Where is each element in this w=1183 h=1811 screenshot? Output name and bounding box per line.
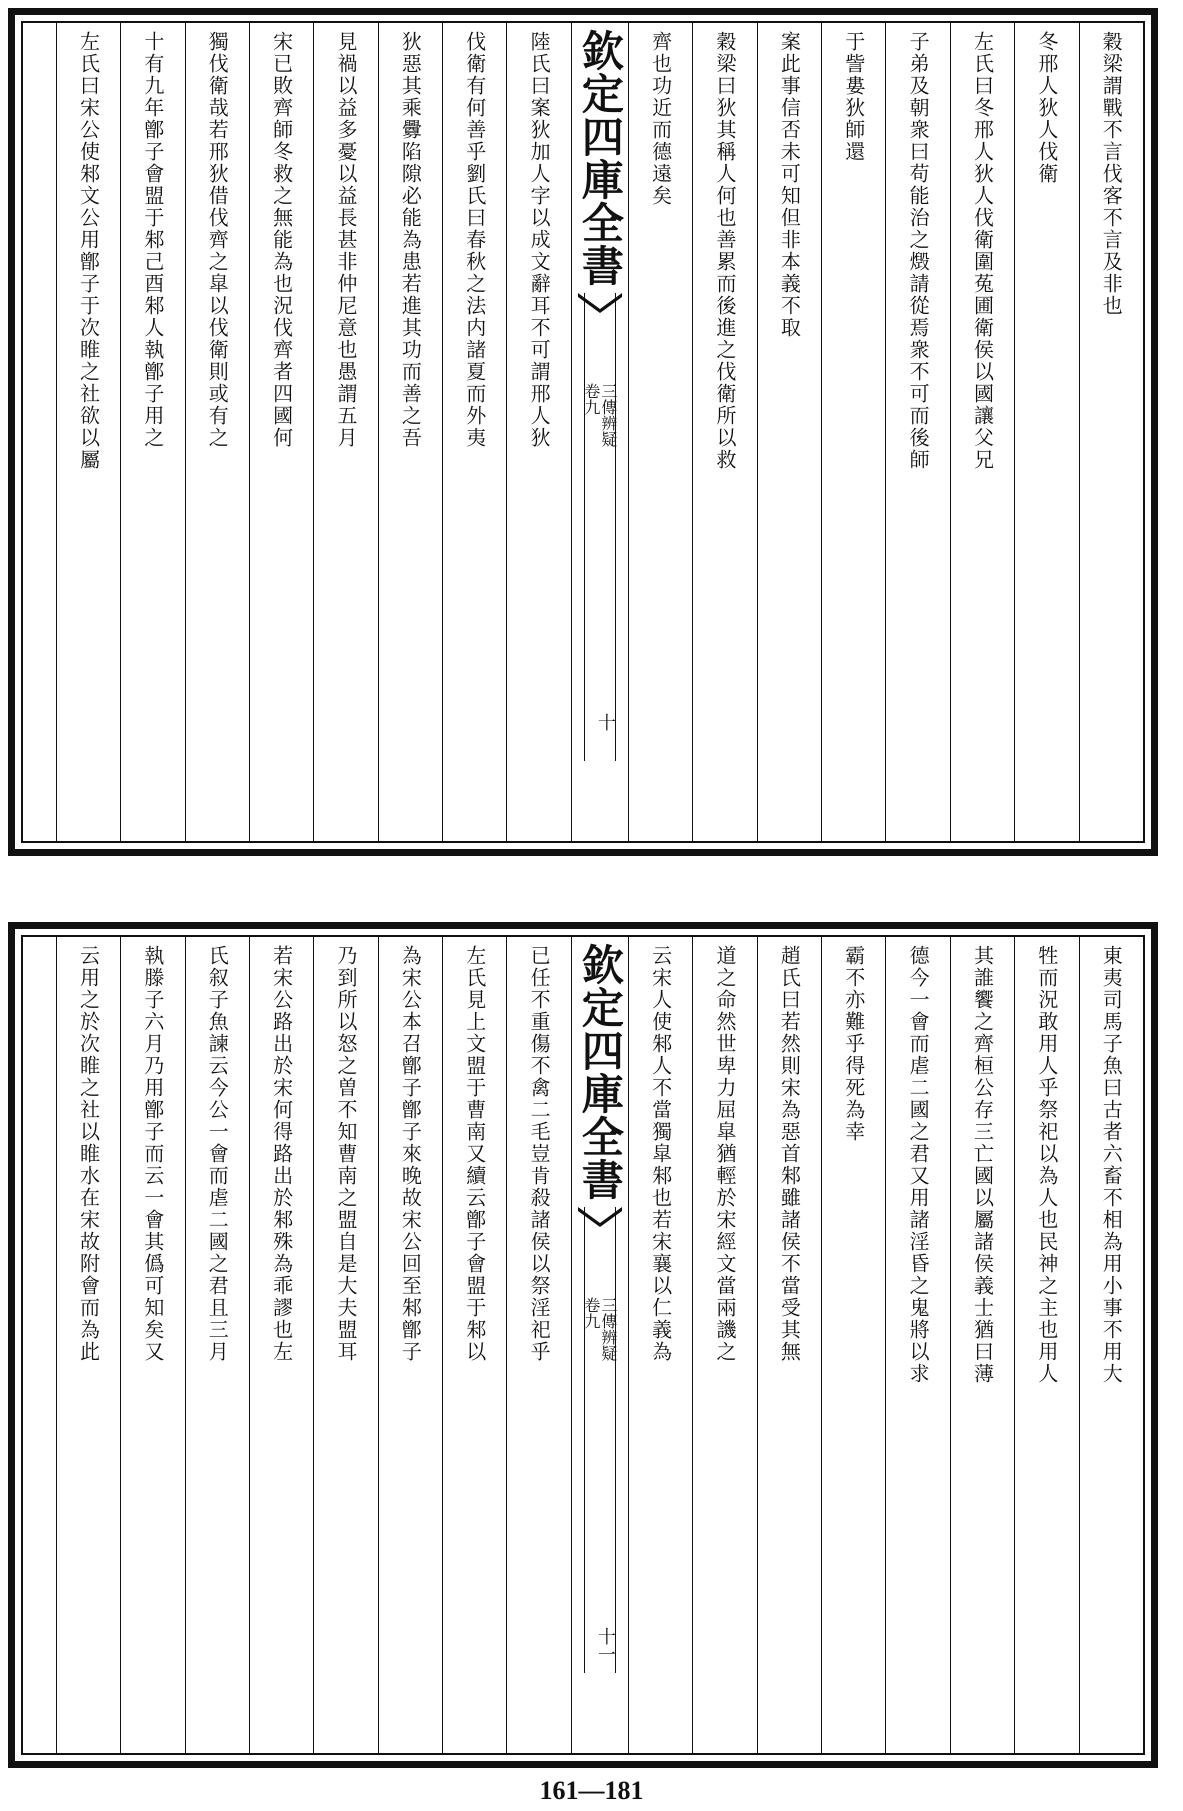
column-text: 為宋公本召鄫子鄫子來晚故宋公回至邾鄫子: [398, 945, 423, 1363]
column-text: 見禍以益多憂以益長甚非仲尼意也愚謂五月: [334, 31, 358, 449]
text-column: [628, 23, 692, 841]
column-text: 其誰饗之齊桓公存三亡國以屬諸侯義士猶曰薄: [970, 945, 995, 1385]
text-column: [885, 23, 949, 841]
column-text: 宋已敗齊師冬救之無能為也況伐齊者四國何: [269, 31, 294, 449]
column-text: 左氏曰宋公使邾文公用鄫子于次睢之社欲以屬: [76, 31, 101, 471]
text-column: [757, 937, 821, 1753]
text-column: [628, 937, 692, 1753]
column-text: 冬邢人狄人伐衛: [1034, 31, 1059, 185]
text-column: [185, 937, 249, 1753]
column-text: 德今一會而虐二國之君又用諸淫昏之鬼將以求: [906, 945, 931, 1385]
text-column: [821, 23, 885, 841]
text-column: [249, 23, 313, 841]
banner-subtitle: 三傳辨疑: [598, 1297, 618, 1361]
text-column: [378, 23, 442, 841]
column-text: 齊也功近而德遠矣: [648, 31, 673, 207]
text-column: [821, 937, 885, 1753]
text-column: [950, 937, 1014, 1753]
column-text: 十有九年鄫子會盟于邾己酉邾人執鄫子用之: [140, 31, 165, 449]
banner-folio: 十一: [594, 1627, 616, 1663]
text-column: [378, 937, 442, 1753]
text-column: [1014, 937, 1078, 1753]
column-text: 已任不重傷不禽二毛豈肯殺諸侯以祭淫祀乎: [527, 945, 552, 1363]
bottom-page: [8, 922, 1158, 1768]
column-text: 穀梁謂戰不言伐客不言及非也: [1099, 31, 1124, 317]
column-text: 案此事信否未可知但非本義不取: [777, 31, 802, 339]
text-column: [692, 937, 756, 1753]
text-column: [506, 23, 570, 841]
banner-volume: 卷九: [581, 383, 601, 415]
bottom-page-columns: [21, 935, 1145, 1755]
column-text: 乃到所以怒之曽不知曹南之盟自是大夫盟耳: [334, 945, 358, 1363]
column-text: 氏叙子魚諫云今公一會而虐二國之君且三月: [205, 945, 230, 1363]
page-number: 161—181: [539, 1776, 644, 1805]
banner-frame: [584, 293, 616, 761]
text-column: [692, 23, 756, 841]
banner-frame: [584, 1207, 616, 1673]
top-page-columns: [21, 21, 1145, 843]
text-column: [313, 23, 377, 841]
column-text: 伐衛有何善乎劉氏曰春秋之法内諸夏而外夷: [462, 31, 487, 449]
column-text: 于訾婁狄師還: [841, 31, 866, 163]
column-text: 云用之於次睢之社以睢水在宋故附會而為此: [76, 945, 101, 1363]
banner-volume: 卷九: [581, 1297, 601, 1329]
text-column: [506, 937, 570, 1753]
center-banner: [571, 937, 628, 1753]
column-text: 子弟及朝衆曰苟能治之燬請從焉衆不可而後師: [906, 31, 931, 471]
column-text: 趙氏曰若然則宋為惡首邾雖諸侯不當受其無: [777, 945, 802, 1363]
column-text: 左氏見上文盟于曹南又續云鄫子會盟于邾以: [462, 945, 487, 1363]
banner-title: 欽定四庫全書: [575, 943, 625, 1201]
column-text: 左氏曰冬邢人狄人伐衛圍菟圃衛侯以國讓父兄: [970, 31, 995, 471]
text-column: [249, 937, 313, 1753]
center-banner: [571, 23, 628, 841]
text-column: [442, 23, 506, 841]
column-text: 牲而況敢用人乎祭祀以為人也民神之主也用人: [1034, 945, 1059, 1385]
column-text: 陸氏曰案狄加人字以成文辭耳不可謂邢人狄: [527, 31, 552, 449]
column-text: 狄惡其乘釁陷隙必能為患若進其功而善之吾: [398, 31, 423, 449]
text-column: [950, 23, 1014, 841]
text-column: [757, 23, 821, 841]
text-column: [1079, 23, 1143, 841]
column-text: 執滕子六月乃用鄫子而云一會其僞可知矣又: [140, 945, 165, 1363]
banner-title: 欽定四庫全書: [575, 29, 625, 287]
banner-folio: 十: [594, 713, 616, 731]
column-text: 云宋人使邾人不當獨皐邾也若宋襄以仁義為: [648, 945, 673, 1363]
text-column: [56, 937, 120, 1753]
text-column: [120, 23, 184, 841]
text-column: [120, 937, 184, 1753]
top-page: [8, 8, 1158, 856]
text-column: [185, 23, 249, 841]
banner-subtitle: 三傳辨疑: [598, 383, 618, 447]
column-text: 獨伐衛哉若邢狄借伐齊之皐以伐衛則或有之: [205, 31, 230, 449]
column-text: 若宋公路出於宋何得路出於邾殊為乖謬也左: [269, 945, 294, 1363]
text-column: [56, 23, 120, 841]
text-column: [1079, 937, 1143, 1753]
column-text: 霸不亦難乎得死為幸: [841, 945, 866, 1143]
text-column: [1014, 23, 1078, 841]
column-text: 穀梁曰狄其稱人何也善累而後進之伐衛所以救: [712, 31, 737, 471]
column-text: 東夷司馬子魚曰古者六畜不相為用小事不用大: [1099, 945, 1124, 1385]
column-text: 道之命然世卑力屈皐猶輕於宋經文當兩譏之: [712, 945, 737, 1363]
text-column: [442, 937, 506, 1753]
text-column: [885, 937, 949, 1753]
text-column: [313, 937, 377, 1753]
